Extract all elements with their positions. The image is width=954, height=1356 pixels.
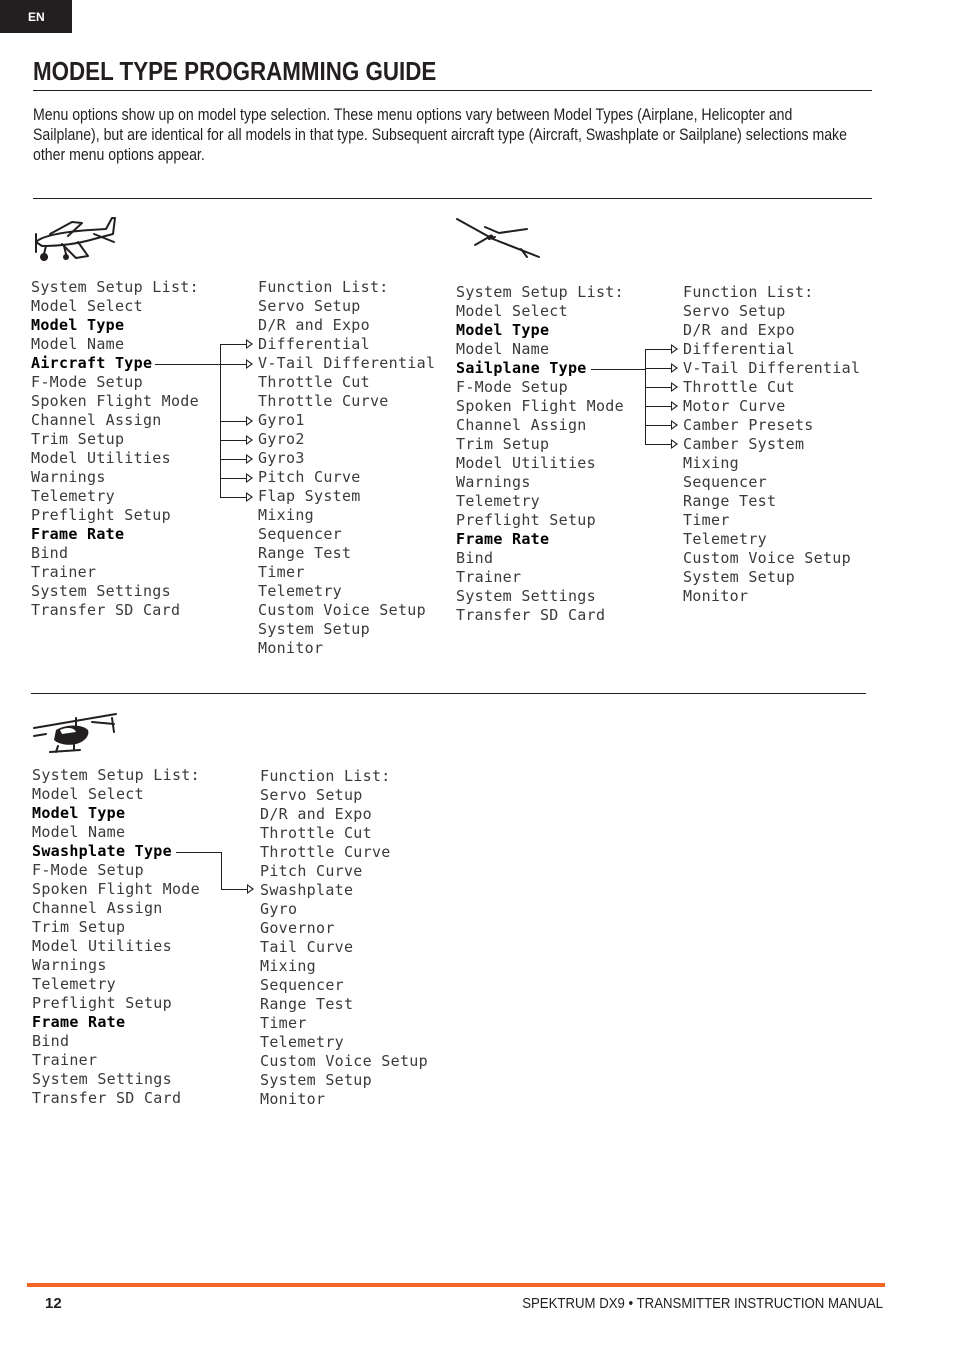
- menu-item: F-Mode Setup: [32, 861, 144, 879]
- menu-item: Model Name: [456, 340, 550, 358]
- menu-item: System Setup: [260, 1071, 372, 1089]
- menu-item: Telemetry: [32, 975, 116, 993]
- menu-item: Sequencer: [260, 976, 344, 994]
- section-divider-middle: [31, 693, 866, 694]
- menu-item: Transfer SD Card: [31, 601, 181, 619]
- menu-item: Model Type: [32, 804, 126, 822]
- menu-item: Timer: [258, 563, 305, 581]
- menu-item: Bind: [32, 1032, 70, 1050]
- menu-item: Model Select: [456, 302, 568, 320]
- menu-item: Mixing: [258, 506, 314, 524]
- menu-item: Transfer SD Card: [456, 606, 606, 624]
- menu-item: Aircraft Type: [31, 354, 153, 372]
- menu-item: Telemetry: [683, 530, 767, 548]
- menu-item: Spoken Flight Mode: [32, 880, 200, 898]
- menu-item: Telemetry: [260, 1033, 344, 1051]
- menu-item: V-Tail Differential: [258, 354, 436, 372]
- menu-item: Monitor: [260, 1090, 326, 1108]
- menu-item: Motor Curve: [683, 397, 786, 415]
- menu-item: Governor: [260, 919, 335, 937]
- menu-item: Gyro3: [258, 449, 305, 467]
- menu-item: Range Test: [260, 995, 354, 1013]
- list-heading: System Setup List:: [456, 283, 624, 301]
- menu-item: F-Mode Setup: [31, 373, 143, 391]
- menu-item: D/R and Expo: [260, 805, 372, 823]
- menu-item: Trainer: [456, 568, 522, 586]
- menu-item: Servo Setup: [683, 302, 786, 320]
- menu-item: Swashplate: [260, 881, 354, 899]
- menu-item: Warnings: [31, 468, 106, 486]
- menu-item: Range Test: [258, 544, 352, 562]
- menu-item: Trainer: [31, 563, 97, 581]
- menu-item: Differential: [683, 340, 795, 358]
- menu-item: Servo Setup: [258, 297, 361, 315]
- menu-item: Telemetry: [31, 487, 115, 505]
- menu-item: Model Type: [31, 316, 125, 334]
- menu-item: Frame Rate: [456, 530, 550, 548]
- page-title: MODEL TYPE PROGRAMMING GUIDE: [33, 56, 437, 86]
- list-heading: Function List:: [683, 283, 814, 301]
- menu-item: Pitch Curve: [260, 862, 363, 880]
- menu-item: Model Utilities: [456, 454, 596, 472]
- menu-item: Custom Voice Setup: [258, 601, 426, 619]
- menu-item: Throttle Cut: [683, 378, 795, 396]
- menu-item: Range Test: [683, 492, 777, 510]
- sailplane-system-setup-list: [456, 283, 624, 625]
- menu-item: Custom Voice Setup: [260, 1052, 428, 1070]
- menu-item: Channel Assign: [31, 411, 162, 429]
- menu-item: Bind: [456, 549, 494, 567]
- menu-item: System Setup: [683, 568, 795, 586]
- menu-item: System Settings: [32, 1070, 172, 1088]
- menu-item: Throttle Curve: [260, 843, 391, 861]
- menu-item: Servo Setup: [260, 786, 363, 804]
- menu-item: Trim Setup: [456, 435, 550, 453]
- menu-item: Throttle Cut: [258, 373, 370, 391]
- helicopter-system-setup-list: [32, 766, 200, 1108]
- menu-item: Gyro2: [258, 430, 305, 448]
- menu-item: Timer: [683, 511, 730, 529]
- sailplane-icon: [455, 215, 543, 261]
- menu-item: Model Name: [32, 823, 126, 841]
- menu-item: Warnings: [456, 473, 531, 491]
- footer-accent-bar: [27, 1283, 885, 1287]
- page-number: 12: [45, 1295, 62, 1312]
- menu-item: Mixing: [260, 957, 316, 975]
- menu-item: Frame Rate: [31, 525, 125, 543]
- menu-item: Custom Voice Setup: [683, 549, 851, 567]
- menu-item: Throttle Cut: [260, 824, 372, 842]
- menu-item: Trim Setup: [32, 918, 126, 936]
- helicopter-icon: [32, 710, 118, 756]
- menu-item: Sailplane Type: [456, 359, 587, 377]
- menu-item: Tail Curve: [260, 938, 354, 956]
- menu-item: Transfer SD Card: [32, 1089, 182, 1107]
- menu-item: Monitor: [258, 639, 324, 657]
- menu-item: Model Name: [31, 335, 125, 353]
- menu-item: Warnings: [32, 956, 107, 974]
- menu-item: V-Tail Differential: [683, 359, 861, 377]
- menu-item: Trim Setup: [31, 430, 125, 448]
- language-tab: EN: [0, 0, 72, 33]
- list-heading: Function List:: [258, 278, 389, 296]
- menu-item: Model Type: [456, 321, 550, 339]
- list-heading: Function List:: [260, 767, 391, 785]
- menu-item: Gyro1: [258, 411, 305, 429]
- menu-item: Trainer: [32, 1051, 98, 1069]
- sailplane-function-list: [683, 283, 860, 606]
- menu-item: Model Utilities: [32, 937, 172, 955]
- intro-paragraph: Menu options show up on model type selection. These menu options vary between Model Types (Airplane, Helicopter and Sailplane), but are identical for all models in that type. Subsequent aircraft type (Aircraft, Swashplate or Sailplane) selections make other menu options appear.: [33, 106, 847, 164]
- menu-item: Model Utilities: [31, 449, 171, 467]
- menu-item: Monitor: [683, 587, 749, 605]
- menu-item: Preflight Setup: [31, 506, 171, 524]
- manual-title: SPEKTRUM DX9 • TRANSMITTER INSTRUCTION MANUAL: [522, 1295, 883, 1312]
- helicopter-function-list: [260, 767, 428, 1109]
- menu-item: Telemetry: [258, 582, 342, 600]
- menu-item: Camber Presets: [683, 416, 814, 434]
- menu-item: Differential: [258, 335, 370, 353]
- section-divider-top: [33, 198, 872, 199]
- list-heading: System Setup List:: [32, 766, 200, 784]
- menu-item: D/R and Expo: [258, 316, 370, 334]
- airplane-system-setup-list: [31, 278, 199, 620]
- menu-item: Sequencer: [683, 473, 767, 491]
- list-heading: System Setup List:: [31, 278, 199, 296]
- menu-item: Swashplate Type: [32, 842, 172, 860]
- menu-item: Preflight Setup: [32, 994, 172, 1012]
- menu-item: Throttle Curve: [258, 392, 389, 410]
- menu-item: Timer: [260, 1014, 307, 1032]
- menu-item: Channel Assign: [456, 416, 587, 434]
- menu-item: Camber System: [683, 435, 805, 453]
- menu-item: Pitch Curve: [258, 468, 361, 486]
- menu-item: Channel Assign: [32, 899, 163, 917]
- title-divider: [33, 90, 872, 91]
- menu-item: Mixing: [683, 454, 739, 472]
- menu-item: Model Select: [31, 297, 143, 315]
- menu-item: Flap System: [258, 487, 361, 505]
- menu-item: Spoken Flight Mode: [456, 397, 624, 415]
- menu-item: Preflight Setup: [456, 511, 596, 529]
- menu-item: Bind: [31, 544, 69, 562]
- menu-item: System Setup: [258, 620, 370, 638]
- menu-item: Spoken Flight Mode: [31, 392, 199, 410]
- menu-item: System Settings: [31, 582, 171, 600]
- menu-item: Sequencer: [258, 525, 342, 543]
- menu-item: Frame Rate: [32, 1013, 126, 1031]
- menu-item: Telemetry: [456, 492, 540, 510]
- menu-item: F-Mode Setup: [456, 378, 568, 396]
- airplane-icon: [32, 212, 118, 264]
- menu-item: D/R and Expo: [683, 321, 795, 339]
- airplane-function-list: [258, 278, 435, 658]
- menu-item: Gyro: [260, 900, 298, 918]
- menu-item: Model Select: [32, 785, 144, 803]
- menu-item: System Settings: [456, 587, 596, 605]
